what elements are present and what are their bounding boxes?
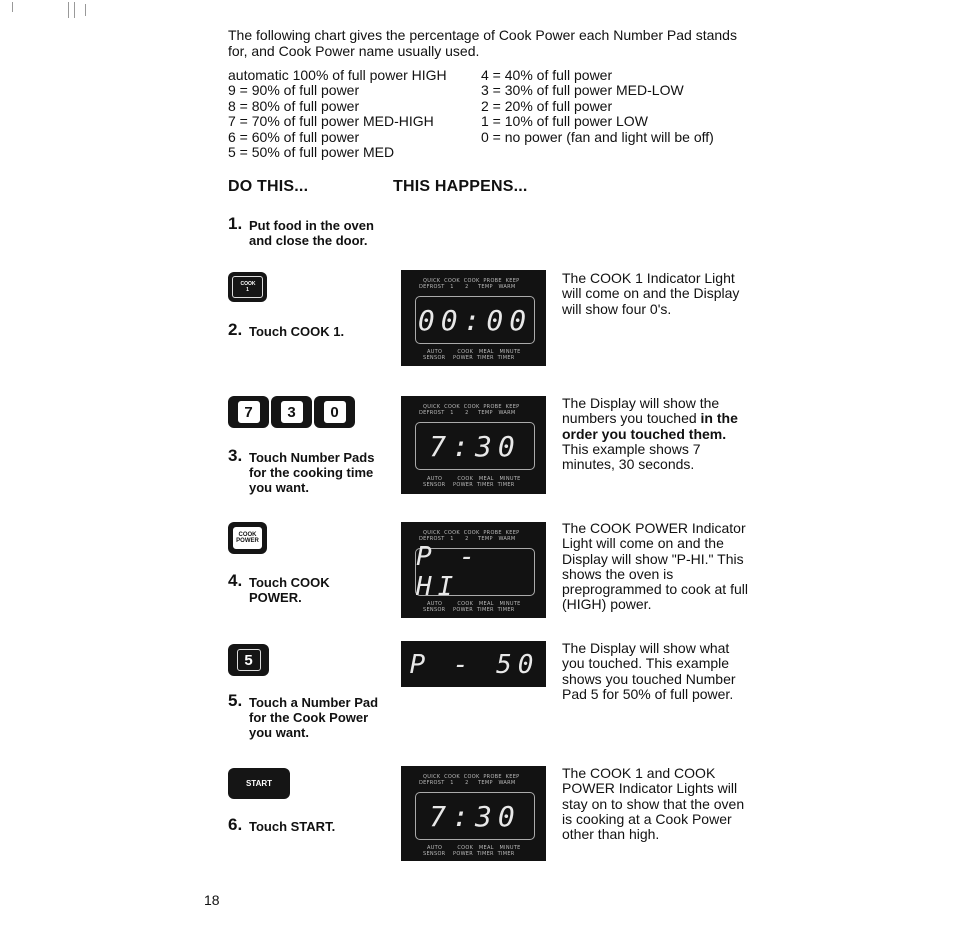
power-row: 2 = 20% of full power xyxy=(481,97,613,114)
power-row: 9 = 90% of full power xyxy=(228,82,360,99)
step-number: 3. xyxy=(228,446,243,465)
indicator-labels-top: DEFROST 1 2 TEMP WARM xyxy=(419,410,516,416)
display-panel xyxy=(401,522,546,618)
power-row: automatic 100% of full power HIGH xyxy=(228,67,447,83)
digit-display: 7:30 xyxy=(415,422,535,470)
display-panel xyxy=(401,396,546,494)
indicator-labels-bottom: AUTO COOK MEAL MINUTE xyxy=(427,601,521,607)
power-row: 3 = 30% of full power MED-LOW xyxy=(481,82,684,99)
display-panel xyxy=(401,766,546,861)
power-row: 5 = 50% of full power MED xyxy=(228,144,395,161)
step-result xyxy=(562,521,752,613)
indicator-labels-top: QUICK COOK COOK PROBE KEEP xyxy=(423,530,520,536)
indicator-labels-bottom: SENSOR POWER TIMER TIMER xyxy=(423,482,515,488)
result-text: The COOK 1 Indicator Light will come on and the Display will show four 0's. xyxy=(562,270,740,317)
power-row: 0 = no power (fan and light will be off) xyxy=(481,128,714,145)
indicator-labels-top: DEFROST 1 2 TEMP WARM xyxy=(419,284,516,290)
digit-display: 00:00 xyxy=(415,296,535,344)
number-pad-3[interactable] xyxy=(271,396,312,428)
display-panel xyxy=(401,270,546,366)
key-label: 0 xyxy=(330,403,339,421)
cook-power-key[interactable] xyxy=(228,522,267,554)
result-text: The COOK POWER Indicator Light will come on and the Display will show "P-HI." This shows the oven is preprogrammed to cook at full (HIGH) power. xyxy=(562,520,748,613)
step-result xyxy=(562,271,752,317)
number-pad-5[interactable] xyxy=(228,644,269,676)
indicator-labels-top: DEFROST 1 2 TEMP WARM xyxy=(419,780,516,786)
scan-mark xyxy=(68,2,69,18)
start-key[interactable] xyxy=(228,768,290,799)
intro-paragraph: The following chart gives the percentage of Cook Power each Number Pad stands for, and Cook Power name usually used. xyxy=(228,27,737,59)
scan-mark xyxy=(85,4,86,16)
power-row: 7 = 70% of full power MED-HIGH xyxy=(228,113,434,130)
result-emphasis: in the order you touched them. xyxy=(562,410,738,442)
indicator-labels-bottom: SENSOR POWER TIMER TIMER xyxy=(423,851,515,857)
indicator-labels-bottom: AUTO COOK MEAL MINUTE xyxy=(427,845,521,851)
indicator-labels-top: QUICK COOK COOK PROBE KEEP xyxy=(423,774,520,780)
step-number: 2. xyxy=(228,320,243,339)
step-result xyxy=(562,641,752,702)
step-result xyxy=(562,766,752,842)
step-instruction: Touch Number Pads for the cooking time you want. xyxy=(249,450,375,495)
power-chart-right xyxy=(481,68,714,145)
key-label: 3 xyxy=(287,403,296,421)
key-label: COOK POWER xyxy=(236,531,259,544)
power-chart-left xyxy=(228,68,447,160)
result-text: The Display will show what you touched. This example shows you touched Number Pad 5 for 50% of full power. xyxy=(562,640,736,702)
step-instruction: Touch a Number Pad for the Cook Power you want. xyxy=(249,695,379,740)
key-label: START xyxy=(245,779,273,788)
power-row: 4 = 40% of full power xyxy=(481,67,613,83)
power-row: 6 = 60% of full power xyxy=(228,128,360,145)
power-row: 1 = 10% of full power LOW xyxy=(481,113,648,130)
digit-display: 7:30 xyxy=(415,792,535,840)
key-label: 5 xyxy=(244,651,253,669)
step-result xyxy=(562,396,752,472)
result-text: The COOK 1 and COOK POWER Indicator Lights will stay on to show that the oven is cooking at a Cook Power other than high. xyxy=(562,765,745,843)
number-pad-0[interactable] xyxy=(314,396,355,428)
step-number: 1. xyxy=(228,214,243,233)
indicator-labels-bottom: SENSOR POWER TIMER TIMER xyxy=(423,607,515,613)
result-text: This example shows 7 minutes, 30 seconds. xyxy=(562,440,701,473)
scan-mark xyxy=(12,2,13,12)
indicator-labels-top: QUICK COOK COOK PROBE KEEP xyxy=(423,278,520,284)
step-instruction: Touch COOK POWER. xyxy=(249,575,330,605)
display-panel xyxy=(401,641,546,687)
indicator-labels-bottom: AUTO COOK MEAL MINUTE xyxy=(427,349,521,355)
page-number: 18 xyxy=(204,892,220,908)
indicator-labels-bottom: SENSOR POWER TIMER TIMER xyxy=(423,355,515,361)
indicator-labels-top: DEFROST 1 2 TEMP WARM xyxy=(419,536,516,542)
this-happens-header: THIS HAPPENS... xyxy=(393,178,528,195)
step-number: 5. xyxy=(228,691,243,710)
digit-display: P - HI xyxy=(415,548,535,596)
step-number: 6. xyxy=(228,815,243,834)
step-instruction: Put food in the oven and close the door. xyxy=(249,218,374,248)
result-text: The Display will show the numbers you touched xyxy=(562,395,720,427)
digit-display: P - 50 xyxy=(405,644,544,686)
step-instruction: Touch COOK 1. xyxy=(249,324,345,339)
number-pad-7[interactable] xyxy=(228,396,269,428)
indicator-labels-top: QUICK COOK COOK PROBE KEEP xyxy=(423,404,520,410)
indicator-labels-bottom: AUTO COOK MEAL MINUTE xyxy=(427,476,521,482)
cook-1-key[interactable] xyxy=(228,272,267,302)
scan-mark xyxy=(74,2,75,18)
key-label: COOK 1 xyxy=(240,281,256,293)
power-row: 8 = 80% of full power xyxy=(228,97,360,114)
step-instruction: Touch START. xyxy=(249,819,336,834)
step-number: 4. xyxy=(228,571,243,590)
key-label: 7 xyxy=(244,403,253,421)
do-this-header: DO THIS... xyxy=(228,178,309,195)
